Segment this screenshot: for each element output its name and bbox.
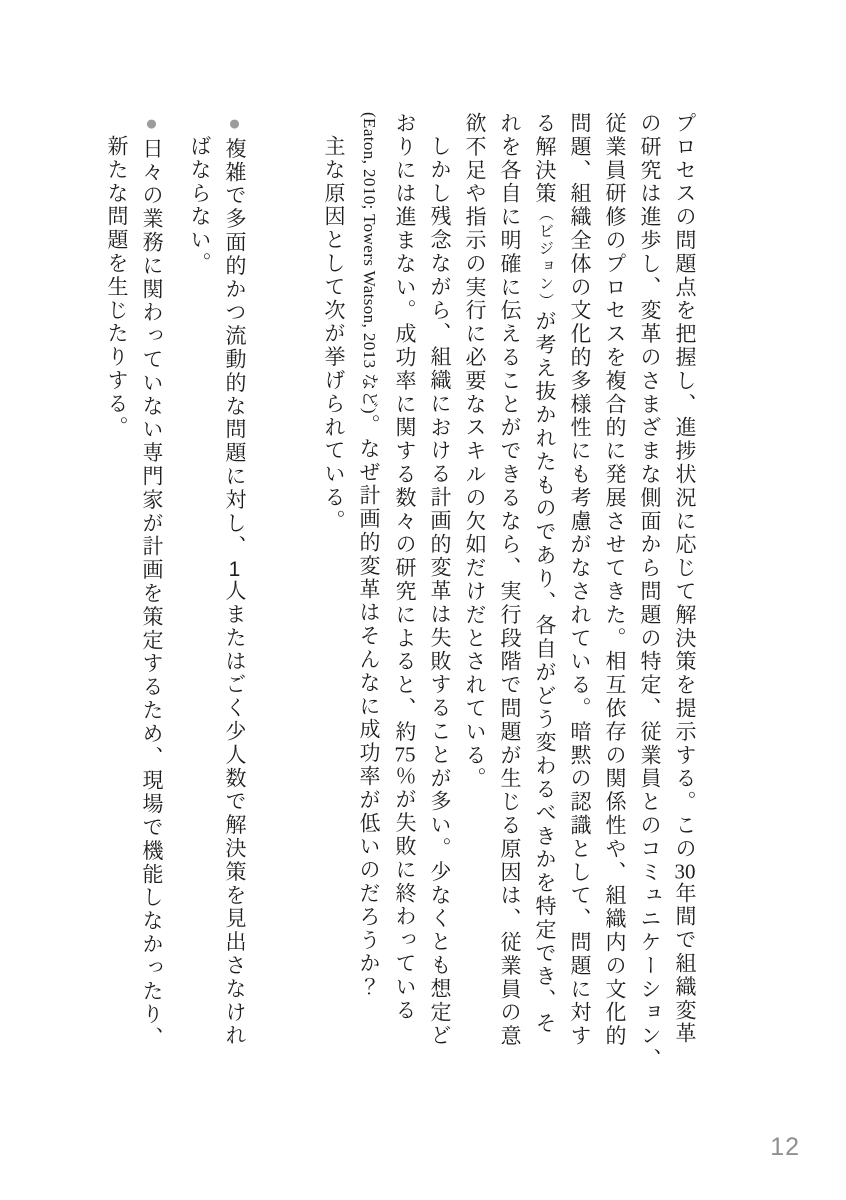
bullet-item-1 <box>182 112 252 1075</box>
text-segment: 30 <box>674 860 696 882</box>
text-segment: 75 <box>394 743 416 765</box>
text-segment: 複雑で多面的かつ流動的な問題に対し、 <box>223 137 246 559</box>
text-segment: プロセスの問題点を把握し、進捗状況に応じて解決策を提示する。この <box>673 112 697 861</box>
bullet-marker-icon: ● <box>140 112 163 138</box>
text-segment: が考え抜かれたものであり、各自がどう変わるべきかを特定でき、そ <box>533 310 557 1036</box>
text-line <box>217 112 252 1075</box>
bullet-item-2 <box>99 112 169 1075</box>
text-segment: る解決策 <box>533 112 557 206</box>
text-line <box>562 112 597 1075</box>
text-line <box>422 135 457 1075</box>
text-segment: 欲不足や指示の実行に必要なスキルの欠如だけだとされている。 <box>463 112 487 791</box>
text-segment: 主な原因として次が挙げられている。 <box>322 135 346 533</box>
text-segment: （ビジョン） <box>537 205 553 311</box>
text-line <box>632 112 667 1075</box>
text-segment: 従業員研修のプロセスを複合的に発展させてきた。相互依存の関係性や、組織内の文化的 <box>603 112 627 1048</box>
page-number: 12 <box>770 1133 800 1161</box>
text-line <box>387 112 422 1075</box>
bullet-marker-icon: ● <box>223 112 246 138</box>
text-line <box>99 135 134 1075</box>
text-segment: 。なぜ計画的変革はそんなに成功率が低いのだろうか？ <box>357 414 381 999</box>
text-line <box>182 135 217 1075</box>
text-line <box>316 135 351 1075</box>
text-segment: 1 <box>228 558 241 580</box>
text-line <box>351 112 387 1075</box>
paragraph-2 <box>316 112 457 1075</box>
text-segment: 年間で組織変革 <box>673 881 697 1046</box>
text-line <box>667 112 702 1075</box>
text-line <box>492 112 527 1075</box>
text-segment: 日々の業務に関わっていない専門家が計画を策定するため、現場で機能しなかったり、 <box>140 137 163 1051</box>
text-segment: ％が失敗に終わっている <box>393 764 417 1023</box>
text-line <box>457 112 492 1075</box>
text-segment: の研究は進歩し、変革のさまざまな側面から問題の特定、従業員とのコミュニケーション、 <box>638 112 662 1072</box>
text-line <box>527 112 562 1075</box>
text-segment: しかし残念ながら、組織における計画的変革は失敗することが多い。少なくとも想定ど <box>428 135 452 1048</box>
text-segment: (Eaton, 2010; Towers Watson, 2013 など) <box>360 112 379 414</box>
text-segment: ばならない。 <box>188 135 211 276</box>
text-segment: 問題、組織全体の文化的多様性にも考慮がなされている。暗黙の認識として、問題に対す <box>568 112 592 1048</box>
text-segment: 人またはごく少人数で解決策を見出さなけれ <box>223 579 246 1048</box>
text-line <box>134 112 169 1075</box>
bullet-list <box>99 112 252 1075</box>
text-segment: おりには進まない。成功率に関する数々の研究によると、約 <box>393 112 417 744</box>
text-line <box>597 112 632 1075</box>
body-text <box>316 112 702 1075</box>
paragraph-1 <box>457 112 702 1075</box>
text-segment: 新たな問題を生じたりする。 <box>105 135 128 440</box>
text-segment: れを各自に明確に伝えることができるなら、実行段階で問題が生じる原因は、従業員の意 <box>498 112 522 1048</box>
